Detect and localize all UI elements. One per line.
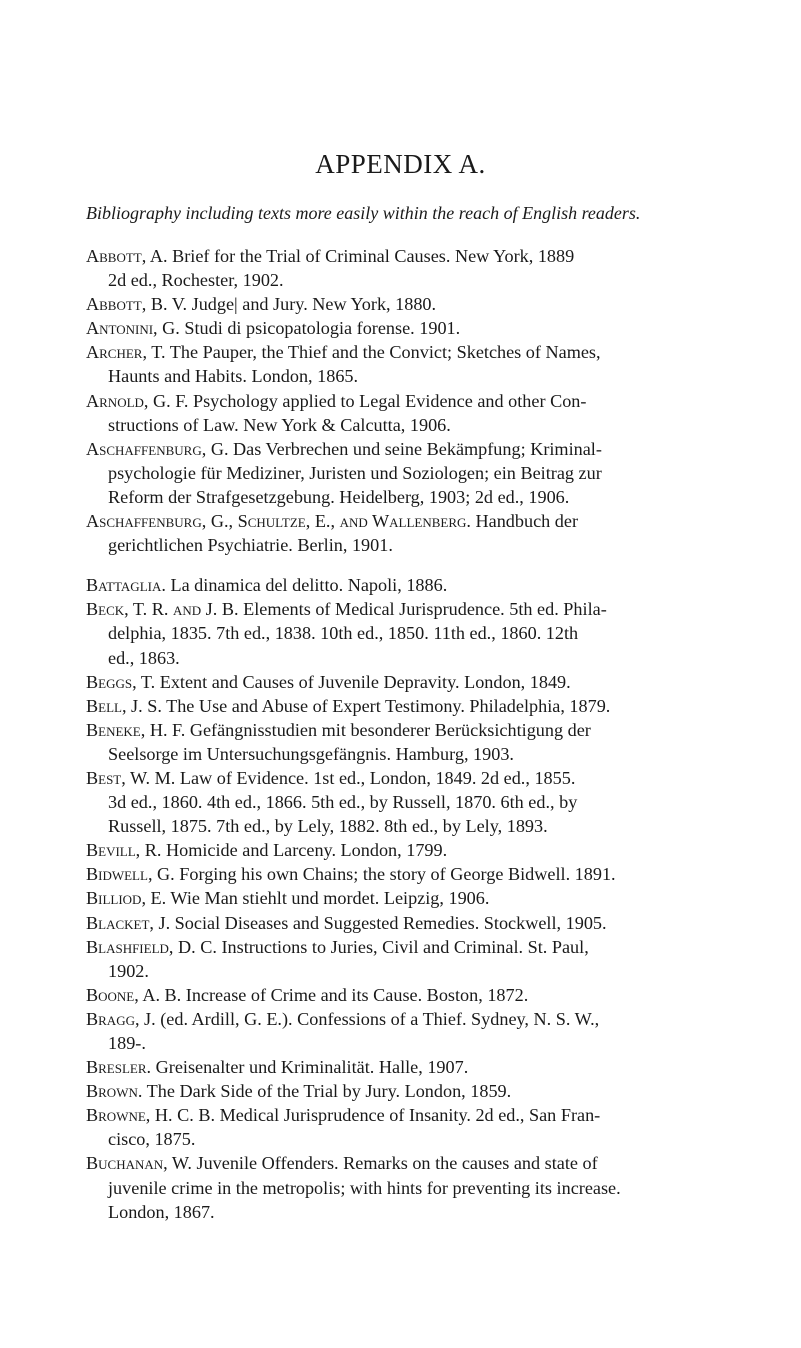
entry-first-line (86, 439, 602, 459)
entry-continuation-line: Haunts and Habits. London, 1865. (108, 366, 359, 387)
entry-first-line (86, 342, 601, 362)
entry-text: Juvenile Offenders. Remarks on the causes and state of (191, 1153, 598, 1174)
entry-text: Increase of Crime and its Cause. Boston, 1872. (181, 984, 529, 1005)
entry-first-line (86, 888, 489, 908)
entry-text: Handbuch der (470, 511, 579, 532)
entry-continuation-line: juvenile crime in the metropolis; with hints for preventing its increase. (108, 1177, 621, 1198)
section-gap (0, 557, 801, 573)
entry-author: Buchanan, W. (86, 1153, 192, 1174)
entry-text: Gefängnisstudien mit besonderer Berücksichtigung der (185, 719, 591, 740)
entry-author: Battaglia. (86, 575, 166, 596)
entry-author: Beneke, H. F. (86, 719, 186, 740)
entry-continuation-line: 1902. (108, 960, 149, 981)
entry-text: Medical Jurisprudence of Insanity. 2d ed., San Fran- (215, 1105, 601, 1126)
entry-first-line (86, 985, 528, 1005)
entry-first-line (86, 913, 607, 933)
entry-first-line (86, 1057, 468, 1077)
entry-continuation-line: Russell, 1875. 7th ed., by Lely, 1882. 8th ed., by Lely, 1893. (108, 816, 548, 837)
bibliography-entry (86, 437, 759, 509)
entry-continuation-line: ed., 1863. (108, 647, 180, 668)
entry-text: Social Diseases and Suggested Remedies. Stockwell, 1905. (170, 912, 607, 933)
entry-author: Aschaffenburg, G. (86, 438, 229, 459)
entry-author: Blacket, J. (86, 912, 171, 933)
bibliography-entry (86, 1007, 759, 1055)
bibliography-entry (86, 911, 759, 935)
bibliography-entry (86, 718, 759, 766)
bibliography-entry (86, 389, 759, 437)
entry-continuation-line: Reform der Strafgesetzgebung. Heidelberg, 1903; 2d ed., 1906. (108, 486, 570, 507)
bibliography-entry (86, 340, 759, 388)
entry-first-line (86, 391, 586, 411)
entry-text: Forging his own Chains; the story of George Bidwell. 1891. (174, 864, 616, 885)
entry-text: Das Verbrechen und seine Bekämpfung; Kriminal- (228, 438, 602, 459)
entry-author: Browne, H. C. B. (86, 1105, 216, 1126)
entry-first-line (86, 937, 589, 957)
entry-author: Abbott, A. (86, 246, 168, 266)
entry-text: Psychology applied to Legal Evidence and other Con- (188, 390, 587, 411)
entry-text: Homicide and Larceny. London, 1799. (161, 840, 448, 861)
entry-author: Best, W. M. (86, 767, 176, 788)
entry-text: Wie Man stiehlt und mordet. Leipzig, 1906. (166, 888, 490, 909)
entry-text: Extent and Causes of Juvenile Depravity. London, 1849. (155, 671, 571, 692)
bibliography-subtitle: Bibliography including texts more easily within the reach of English readers. (86, 203, 641, 223)
entry-author: Beck, T. R. and J. B. (86, 599, 239, 620)
entry-continuation-line: gerichtlichen Psychiatrie. Berlin, 1901. (108, 535, 393, 556)
bibliography-entry (86, 838, 759, 862)
entry-author: Archer, T. (86, 342, 166, 363)
appendix-title: APPENDIX A. (315, 149, 486, 179)
entry-continuation-line: London, 1867. (108, 1201, 215, 1222)
entry-continuation-line: delphia, 1835. 7th ed., 1838. 10th ed., 1850. 11th ed., 1860. 12th (108, 623, 579, 644)
bibliography-entry (86, 597, 759, 669)
entry-text: Greisenalter und Kriminalität. Halle, 1907. (151, 1057, 469, 1078)
entry-first-line (86, 864, 616, 884)
entry-continuation-line: psychologie für Mediziner, Juristen und Soziologen; ein Beitrag zur (108, 462, 602, 483)
entry-author: Billiod, E. (86, 888, 167, 909)
entry-first-line (86, 696, 610, 716)
bibliography-entry (86, 766, 759, 838)
bibliography-entry (86, 886, 759, 910)
entry-first-line (86, 511, 578, 531)
entry-text: Law of Evidence. 1st ed., London, 1849. 2d ed., 1855. (175, 767, 576, 788)
entry-first-line (86, 1153, 598, 1173)
bibliography-entry (86, 1151, 759, 1223)
bibliography-entry (86, 292, 759, 316)
entry-continuation-line: Seelsorge im Untersuchungsgefängnis. Hamburg, 1903. (108, 743, 514, 764)
bibliography-entry (86, 1055, 759, 1079)
bibliography-entry (86, 573, 759, 597)
bibliography-entry (86, 1079, 759, 1103)
entry-author: Aschaffenburg, G., Schultze, E., and Wallenberg. (86, 511, 471, 532)
entry-text: Judge| and Jury. New York, 1880. (187, 294, 437, 315)
entry-continuation-line: 2d ed., Rochester, 1902. (108, 270, 284, 291)
entry-continuation-line: 189-. (108, 1033, 146, 1053)
bibliography-list (0, 244, 801, 1224)
entry-text: The Dark Side of the Trial by Jury. London, 1859. (142, 1081, 512, 1102)
entry-author: Bell, J. S. (86, 695, 162, 716)
entry-author: Abbott, B. V. (86, 294, 188, 315)
entry-text: Brief for the Trial of Criminal Causes. New York, 1889 (167, 246, 575, 266)
entry-author: Boone, A. B. (86, 984, 182, 1005)
bibliography-entry (86, 983, 759, 1007)
entry-first-line (86, 1009, 599, 1029)
entry-first-line (86, 1105, 600, 1125)
entry-author: Arnold, G. F. (86, 390, 189, 411)
entry-first-line (86, 246, 574, 266)
entry-text: La dinamica del delitto. Napoli, 1886. (165, 575, 448, 596)
entry-text: Studi di psicopatologia forense. 1901. (179, 318, 461, 339)
bibliography-entry (86, 509, 759, 557)
entry-text: (ed. Ardill, G. E.). Confessions of a Thief. Sydney, N. S. W., (155, 1008, 600, 1029)
entry-text: The Use and Abuse of Expert Testimony. Philadelphia, 1879. (161, 695, 611, 716)
entry-text: The Pauper, the Thief and the Convict; Sketches of Names, (165, 342, 601, 363)
bibliography-entry (86, 1103, 759, 1151)
entry-first-line (86, 768, 575, 788)
entry-author: Brown. (86, 1081, 143, 1102)
entry-text: Elements of Medical Jurisprudence. 5th ed. Phila- (238, 599, 607, 620)
entry-first-line (86, 318, 460, 338)
bibliography-entry (86, 694, 759, 718)
entry-continuation-line: structions of Law. New York & Calcutta, 1906. (108, 414, 451, 435)
bibliography-entry (86, 670, 759, 694)
entry-first-line (86, 575, 447, 595)
bibliography-entry (86, 316, 759, 340)
entry-first-line (86, 1081, 511, 1101)
bibliography-entry (86, 935, 759, 983)
bibliography-entry (86, 862, 759, 886)
entry-first-line (86, 840, 447, 860)
bibliography-entry (86, 244, 759, 292)
entry-author: Antonini, G. (86, 318, 180, 339)
entry-text: Instructions to Juries, Civil and Criminal. St. Paul, (216, 936, 589, 957)
entry-author: Bragg, J. (86, 1008, 156, 1029)
entry-author: Blashfield, D. C. (86, 936, 217, 957)
entry-author: Bresler. (86, 1057, 152, 1078)
entry-continuation-line: 3d ed., 1860. 4th ed., 1866. 5th ed., by Russell, 1870. 6th ed., by (108, 792, 578, 813)
entry-first-line (86, 672, 571, 692)
entry-author: Bidwell, G. (86, 864, 175, 885)
entry-first-line (86, 720, 591, 740)
entry-author: Bevill, R. (86, 840, 162, 861)
entry-continuation-line: cisco, 1875. (108, 1129, 196, 1150)
entry-first-line (86, 599, 607, 619)
entry-author: Beggs, T. (86, 671, 156, 692)
entry-first-line (86, 294, 436, 314)
